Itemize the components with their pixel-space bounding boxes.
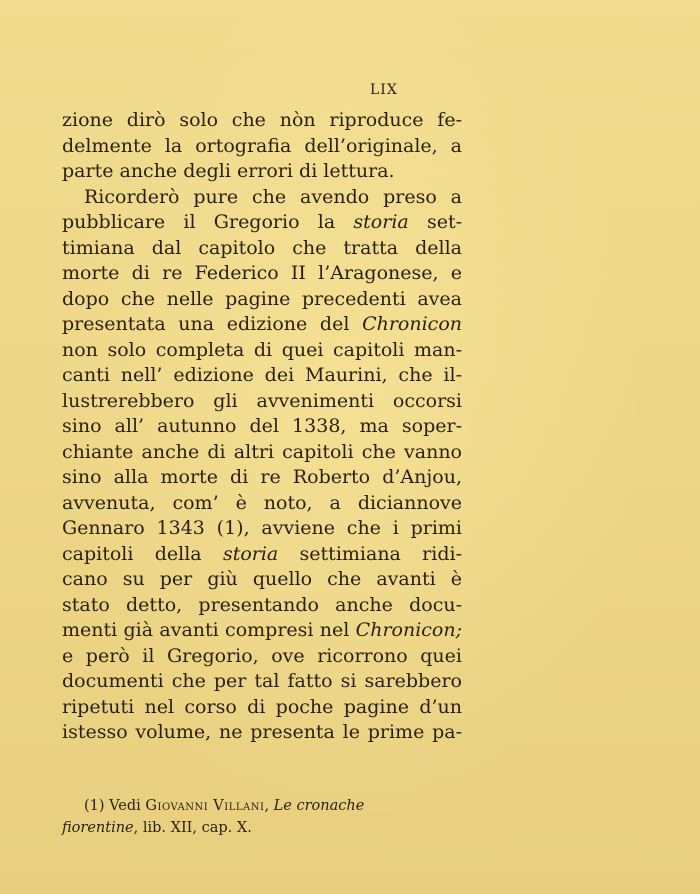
text-line — [62, 618, 462, 644]
text-line-segment: stato detto, presentando anche docu- — [62, 593, 462, 616]
text-line-segment: lustrerebbero gli avvenimenti occorsi — [62, 389, 462, 412]
text-line-segment: e però il Gregorio, ove ricorrono quei — [62, 644, 462, 667]
text-line-segment: delmente la ortografia dell’originale, a — [62, 134, 462, 157]
text-line-segment: chiante anche di altri capitoli che vanno — [62, 440, 462, 463]
text-line-segment: cano su per giù quello che avanti è — [62, 568, 462, 590]
text-line-segment: parte anche degli errori di lettura. — [62, 160, 395, 182]
text-line-segment: morte di re Federico II l’Aragonese, e — [62, 262, 462, 284]
text-line — [62, 389, 462, 415]
footnote-separator: , — [264, 798, 270, 814]
text-line-segment: ripetuti nel corso di poche pagine d’un — [62, 695, 462, 718]
text-line — [62, 516, 462, 542]
text-line-segment: zione dirò solo che nòn riproduce fe- — [62, 109, 462, 131]
page-number: LIX — [370, 82, 398, 98]
text-line-segment: menti già avanti compresi nel — [62, 619, 356, 641]
text-line-segment: timiana dal capitolo che tratta della — [62, 236, 462, 259]
text-line — [62, 363, 462, 389]
text-line — [62, 159, 462, 185]
footnote — [62, 795, 482, 839]
italic-word: storia — [222, 542, 279, 565]
italic-word: Chronicon; — [355, 619, 462, 641]
text-line — [62, 720, 462, 746]
text-line-segment: pubblicare il Gregorio la — [62, 211, 354, 233]
body-text — [62, 108, 462, 746]
text-line — [62, 414, 462, 440]
text-line — [62, 465, 462, 491]
text-line — [62, 695, 462, 721]
footnote-title-part2: fiorentine — [62, 820, 134, 836]
text-line-segment: settimiana ridi- — [278, 542, 462, 565]
text-line — [62, 440, 462, 466]
text-line-segment: avvenuta, com’ è noto, a diciannove — [62, 491, 462, 514]
text-line-segment: set- — [408, 211, 463, 233]
text-line-segment: canti nell’ edizione dei Maurini, che il- — [62, 364, 462, 386]
text-line-segment: dopo che nelle pagine precedenti avea — [62, 287, 462, 310]
text-line-segment: sino alla morte di re Roberto d’Anjou, — [62, 466, 462, 488]
text-line-segment: sino all’ autunno del 1338, ma soper- — [62, 415, 462, 437]
text-line — [62, 644, 462, 670]
text-line — [62, 210, 462, 236]
italic-word: Chronicon — [362, 313, 462, 335]
text-line — [62, 593, 462, 619]
text-line — [62, 491, 462, 517]
text-line — [62, 312, 462, 338]
text-line-segment: Gennaro 1343 (1), avviene che i primi — [62, 517, 462, 539]
text-line — [62, 338, 462, 364]
text-line-segment: non solo completa di quei capitoli man- — [62, 338, 462, 361]
italic-word: storia — [353, 211, 409, 233]
text-line — [62, 567, 462, 593]
text-line-segment: istesso volume, ne presenta le prime pa- — [62, 721, 462, 743]
footnote-rest: , lib. XII, cap. X. — [133, 820, 252, 836]
text-line-segment: capitoli della — [62, 542, 223, 565]
text-line-segment: Ricorderò pure che avendo preso a — [84, 185, 462, 208]
text-line — [62, 236, 462, 262]
footnote-author: Giovanni Villani — [145, 798, 265, 814]
text-line — [62, 669, 462, 695]
text-line — [62, 108, 462, 134]
footnote-title-part1: Le cronache — [273, 798, 365, 814]
text-line — [62, 134, 462, 160]
footnote-line — [62, 817, 482, 839]
text-line — [62, 261, 462, 287]
footnote-verb: Vedi — [109, 798, 141, 814]
footnote-line — [62, 795, 482, 817]
text-line-segment: documenti che per tal fatto si sarebbero — [62, 670, 462, 692]
text-line — [62, 185, 462, 211]
footnote-marker: (1) — [84, 798, 105, 814]
text-line-segment: presentata una edizione del — [62, 313, 363, 335]
text-line — [62, 287, 462, 313]
text-line — [62, 542, 462, 568]
